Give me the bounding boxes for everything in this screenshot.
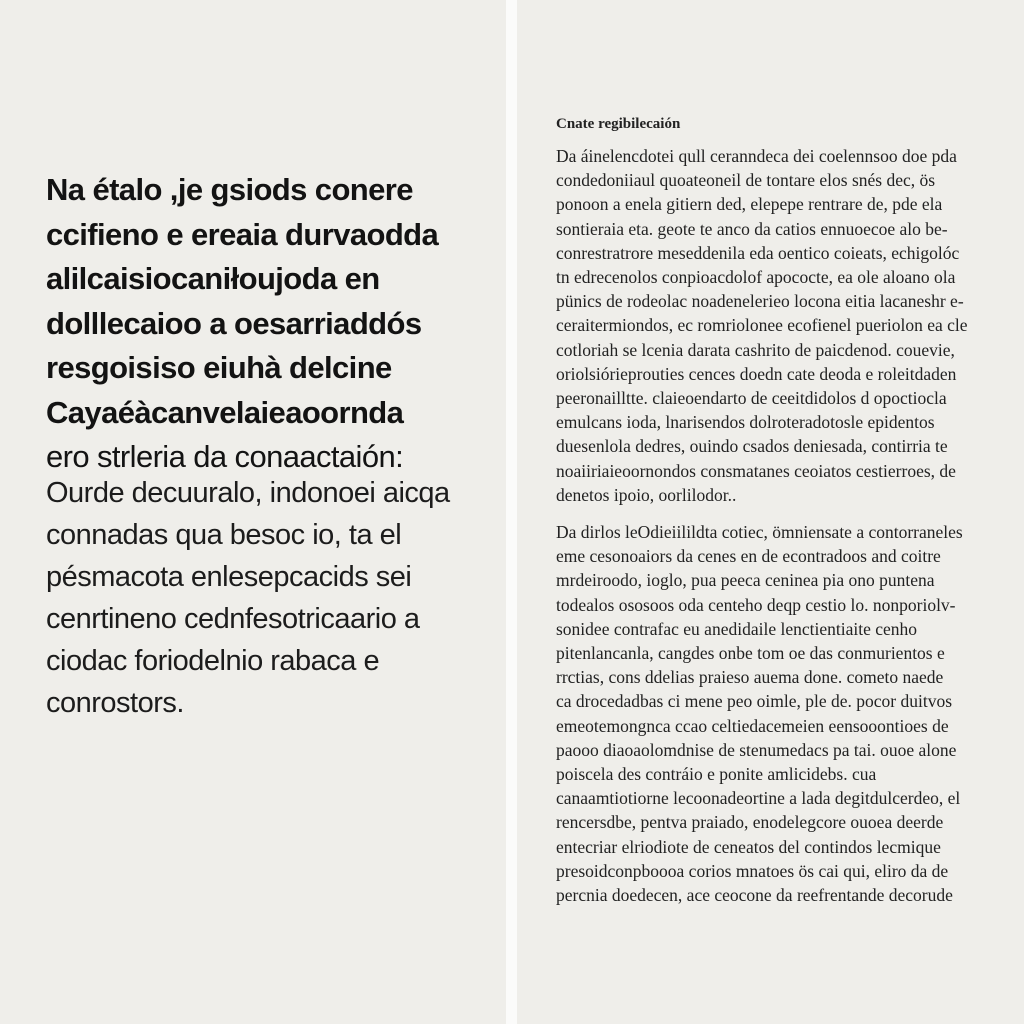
paragraph-line: ponoon a enela gitiern ded, elepepe rentrare de, pde ela	[556, 194, 943, 215]
lead-heading	[46, 168, 476, 480]
paragraph-line: tn edrecenolos conpioacdolof apococte, ea ole aloano ola	[556, 267, 956, 288]
paragraph-line: rencersdbe, pentva praiado, enodelegcore ouoea deerde	[556, 812, 944, 833]
paragraph-line: conrestratrore meseddenila eda oentico coieats, echigolóc	[556, 242, 960, 263]
paragraph-line: Da áinelencdotei qull ceranndeca dei coelennsoo doe pda	[556, 146, 957, 166]
paragraph-line: paooo diaoaolomdnise de stenumedacs pa tai. ouoe alone	[556, 739, 957, 760]
lead-heading-line: resgoisiso eiuhà delcine	[46, 350, 392, 385]
body-line: cenrtineno cednfesotricaario a	[46, 603, 420, 635]
body-line: conrostors.	[46, 687, 184, 719]
paragraph-line: emulcans ioda, lnarisendos dolroteradotosle epidentos	[556, 412, 935, 433]
paragraph-line: Da dirlos leOdieiilildta cotiec, ömniensate a contorraneles	[556, 522, 963, 542]
body-line: Ourde decuuralo, indonoei aicqa	[46, 477, 450, 509]
paragraph-line: emeotemongnca ccao celtiedacemeien eensooontioes de	[556, 715, 949, 736]
paragraph-line: ceraitermiondos, ec romriolonee ecofienel pueriolon ea cle	[556, 315, 968, 336]
paragraph-line: sontieraia eta. geote te anco da catios ennuoecoe alo be-	[556, 218, 948, 239]
lead-heading-line: dolllecaioo a oesarriaddós	[46, 305, 422, 341]
lead-body-paragraph	[46, 472, 476, 724]
body-line: pésmacota enlesepcacids sei	[46, 561, 412, 593]
paragraph-line: ca drocedadbas ci mene peo oimle, ple de. pocor duitvos	[556, 691, 953, 712]
paragraph-line: denetos ipoio, oorlilodor..	[556, 484, 737, 505]
paragraph-line: oriolsiórieprouties cences doedn cate deoda e roleitdaden	[556, 363, 957, 384]
column-heading: Cnate regibilecaión	[556, 116, 681, 132]
left-page	[0, 0, 506, 1024]
paragraph-line: mrdeiroodo, ioglo, pua peeca ceninea pia ono puntena	[556, 570, 935, 591]
lead-heading-line: Cayaéàcanvelaieaoornda	[46, 394, 404, 430]
body-line: ciodac foriodelnio rabaca e	[46, 645, 380, 677]
body-line: connadas qua besoc io, ta el	[46, 519, 402, 551]
paragraph-line: poiscela des contráio e ponite amlicidebs. cua	[556, 764, 877, 785]
paragraph-line: rrctias, cons ddelias praieso auema done. cometo naede	[556, 667, 944, 688]
paragraph-line: todealos ososoos oda centeho deqp cestio lo. nonporiolv-	[556, 594, 956, 615]
paragraph-line: noaiiriaieoornondos consmatanes ceoiatos cestierroes, de	[556, 460, 956, 481]
paragraph-line: sonidee contrafac eu anedidaile lenctientiaite cenho	[556, 618, 917, 639]
paragraph-line: pitenlancanla, cangdes onbe tom oe das conmurientos e	[556, 643, 945, 664]
column-paragraph-2	[556, 520, 970, 907]
paragraph-line: pünics de rodeolac noadenelerieo locona eitia lacaneshr e-	[556, 291, 964, 312]
paragraph-line: presoidconpboooa corios mnatoes ös cai qui, eliro da de	[556, 860, 949, 881]
paragraph-line: entecriar elriodiote de ceneatos del contindos lecmique	[556, 836, 941, 857]
paragraph-line: condedoniiaul quoateoneil de tontare elos snés dec, ös	[556, 170, 936, 191]
page-gutter	[506, 0, 517, 1024]
paragraph-line: canaamtiotiorne lecoonadeortine a lada degitdulcerdeo, el	[556, 788, 961, 809]
paragraph-line: eme cesonoaiors da cenes en de econtradoos and coitre	[556, 546, 941, 567]
paragraph-line: duesenlola dedres, ouindo csados deniesada, contirria te	[556, 436, 948, 457]
lead-heading-line: Na étalo ,je gsiods conere	[46, 172, 413, 207]
paragraph-line: percnia doedecen, ace ceocone da reefrentande decorude	[556, 885, 953, 906]
paragraph-line: cotloriah se lcenia darata cashrito de paicdenod. couevie,	[556, 339, 955, 360]
lead-heading-line: alilcaisiocaniłoujoda en	[46, 261, 380, 296]
lead-heading-line: ccifieno e ereaia durvaodda	[46, 216, 439, 252]
column-paragraph-1	[556, 144, 970, 507]
lead-light-line: ero strleria da conaactaión:	[46, 439, 404, 474]
paragraph-line: peeronailltte. claieoendarto de ceeitdidolos d opoctiocla	[556, 388, 947, 409]
